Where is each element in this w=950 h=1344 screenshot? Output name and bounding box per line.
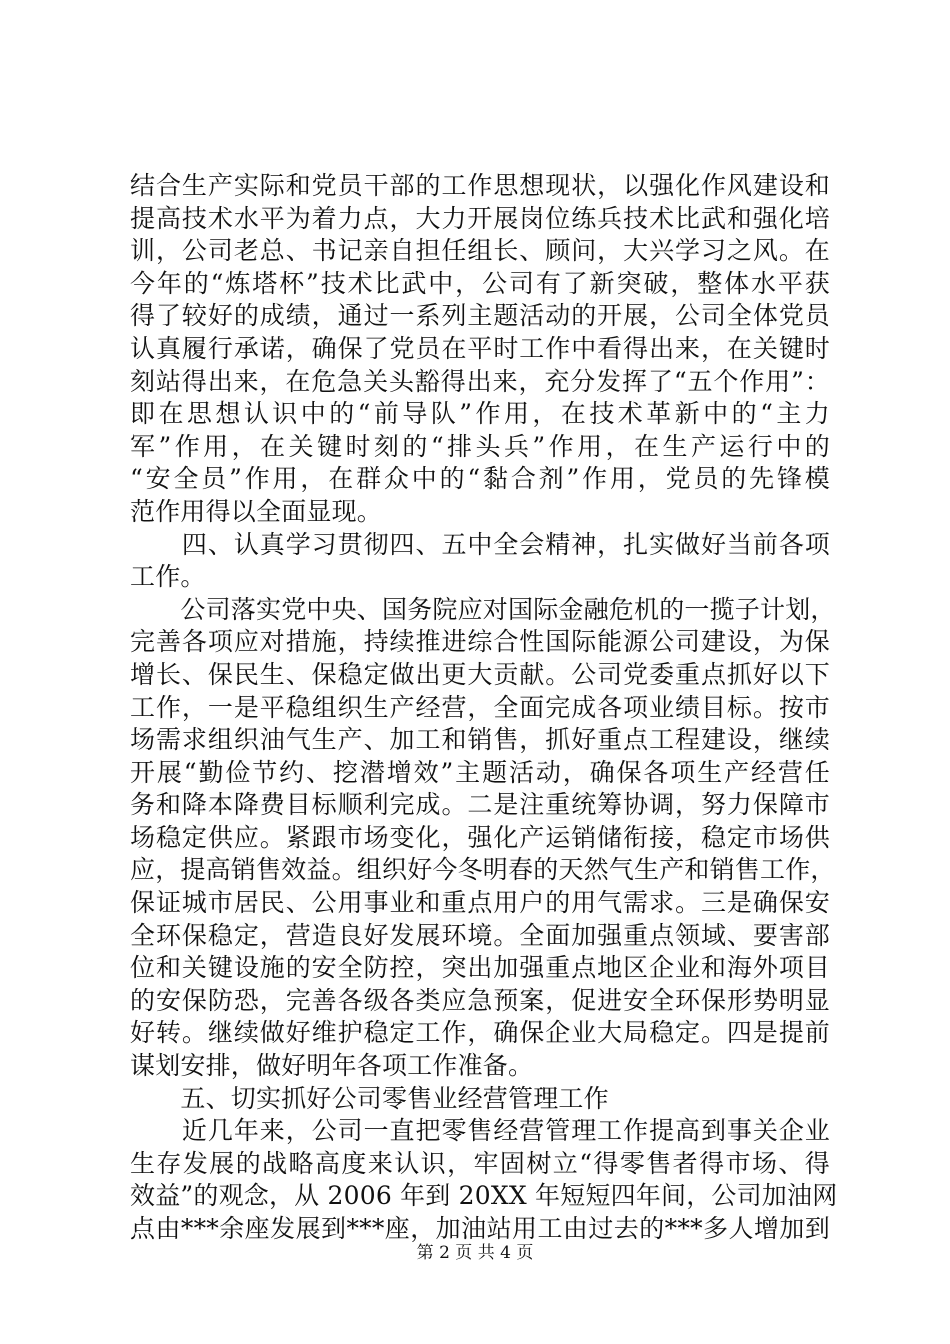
- text-line: 认真履行承诺，确保了党员在平时工作中看得出来，在关键时: [130, 333, 830, 363]
- text-line: 提高技术水平为着力点，大力开展岗位练兵技术比武和强化培: [130, 203, 830, 233]
- text-line: 应，提高销售效益。组织好今冬明春的天然气生产和销售工作，: [130, 855, 836, 885]
- text-line: 刻站得出来，在危急关头豁得出来，充分发挥了“五个作用”：: [130, 366, 830, 396]
- text-line: 点由***余座发展到***座，加油站用工由过去的***多人增加到: [130, 1214, 830, 1243]
- text-line: 即在思想认识中的“前导队”作用，在技术革新中的“主力: [130, 399, 830, 429]
- text-line: 生存发展的战略高度来认识，牢固树立“得零售者得市场、得: [130, 1148, 830, 1178]
- text-line: 近几年来，公司一直把零售经营管理工作提高到事关企业: [130, 1116, 830, 1146]
- text-line: 军”作用，在关键时刻的“排头兵”作用，在生产运行中的: [130, 431, 830, 461]
- text-line: 全环保稳定，营造良好发展环境。全面加强重点领域、要害部: [130, 920, 830, 950]
- text-line: 增长、保民生、保稳定做出更大贡献。公司党委重点抓好以下: [130, 659, 830, 689]
- text-line: 四、认真学习贯彻四、五中全会精神，扎实做好当前各项: [130, 529, 830, 559]
- text-line: 今年的“炼塔杯”技术比武中，公司有了新突破，整体水平获: [130, 268, 830, 298]
- text-line: 范作用得以全面显现。: [130, 496, 383, 526]
- text-line: 五、切实抓好公司零售业经营管理工作: [130, 1083, 609, 1113]
- text-line: 场需求组织油气生产、加工和销售，抓好重点工程建设，继续: [130, 725, 830, 755]
- text-line: 公司落实党中央、国务院应对国际金融危机的一揽子计划，: [130, 594, 836, 624]
- text-line: 场稳定供应。紧跟市场变化，强化产运销储衔接，稳定市场供: [130, 822, 830, 852]
- text-line: “安全员”作用，在群众中的“黏合剂”作用，党员的先锋模: [130, 464, 830, 494]
- text-line: 得了较好的成绩，通过一系列主题活动的开展，公司全体党员: [130, 301, 830, 331]
- text-line: 保证城市居民、公用事业和重点用户的用气需求。三是确保安: [130, 888, 830, 918]
- text-line: 位和关键设施的安全防控，突出加强重点地区企业和海外项目: [130, 953, 830, 983]
- page-footer: 第 2 页 共 4 页: [416, 1243, 534, 1263]
- text-line: 训，公司老总、书记亲自担任组长、顾问，大兴学习之风。在: [130, 236, 830, 266]
- text-line: 结合生产实际和党员干部的工作思想现状，以强化作风建设和: [130, 171, 830, 200]
- text-line: 务和降本降费目标顺利完成。二是注重统筹协调，努力保障市: [130, 790, 830, 820]
- document-body: [130, 170, 838, 1246]
- text-line: 好转。继续做好维护稳定工作，确保企业大局稳定。四是提前: [130, 1018, 830, 1048]
- text-line: 完善各项应对措施，持续推进综合性国际能源公司建设，为保: [130, 627, 830, 657]
- text-line: 工作。: [130, 562, 206, 592]
- text-line: 谋划安排，做好明年各项工作准备。: [130, 1051, 534, 1081]
- text-line: 开展“勤俭节约、挖潜增效”主题活动，确保各项生产经营任: [130, 757, 830, 787]
- text-line: 工作，一是平稳组织生产经营，全面完成各项业绩目标。按市: [130, 692, 830, 722]
- text-line: 效益”的观念，从 2006 年到 20XX 年短短四年间，公司加油网: [130, 1181, 838, 1211]
- text-line: 的安保防恐，完善各级各类应急预案，促进安全环保形势明显: [130, 985, 830, 1015]
